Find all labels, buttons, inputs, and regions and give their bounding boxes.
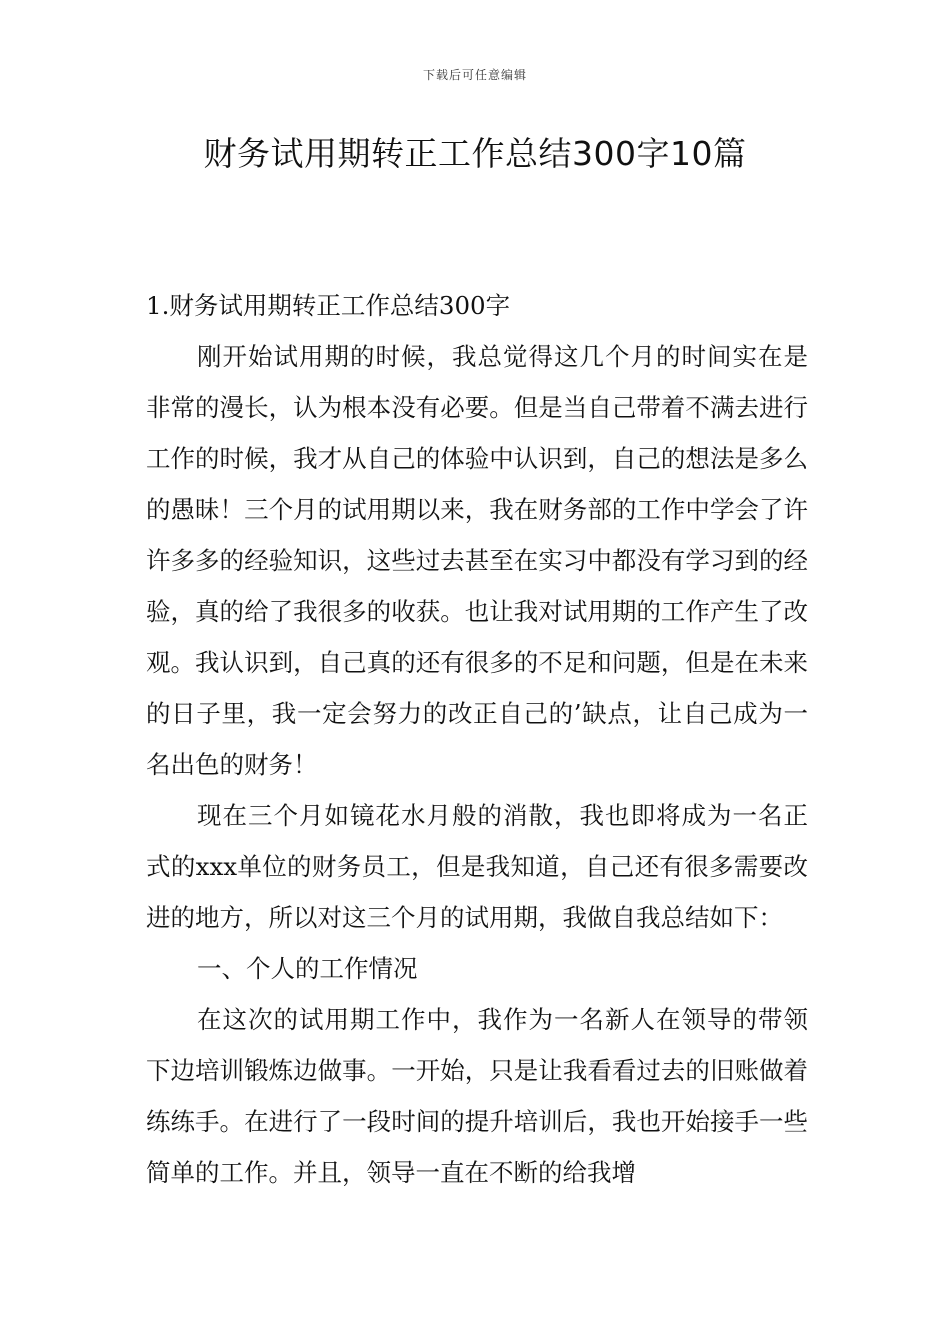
section-heading: 1.财务试用期转正工作总结300字 [146, 291, 511, 320]
header-note: 下载后可任意编辑 [422, 68, 527, 82]
paragraph-3: 在这次的试用期工作中，我作为一名新人在领导的带领下边培训锻炼边做事。一开始，只是让我看看过去的旧账做着练练手。在进行了一段时间的提升培训后，我也开始接手一些简单的工作。并且，领导一直在不断的给我增 [146, 1005, 808, 1187]
paragraph-2: 现在三个月如镜花水月般的消散，我也即将成为一名正式的xxx单位的财务员工，但是我知道，自己还有很多需要改进的地方，所以对这三个月的试用期，我做自我总结如下： [146, 801, 808, 932]
document-body [146, 280, 808, 1198]
subsection-heading: 一、个人的工作情况 [197, 954, 418, 983]
document-title: 财务试用期转正工作总结300字10篇 [203, 134, 747, 173]
paragraph-1: 刚开始试用期的时候，我总觉得这几个月的时间实在是非常的漫长，认为根本没有必要。但是当自己带着不满去进行工作的时候，我才从自己的体验中认识到，自己的想法是多么的愚昧！三个月的试用期以来，我在财务部的工作中学会了许许多多的经验知识，这些过去甚至在实习中都没有学习到的经验，真的给了我很多的收获。也让我对试用期的工作产生了改观。我认识到，自己真的还有很多的不足和问题，但是在未来的日子里，我一定会努力的改正自己的’缺点，让自己成为一名出色的财务！ [146, 342, 808, 779]
